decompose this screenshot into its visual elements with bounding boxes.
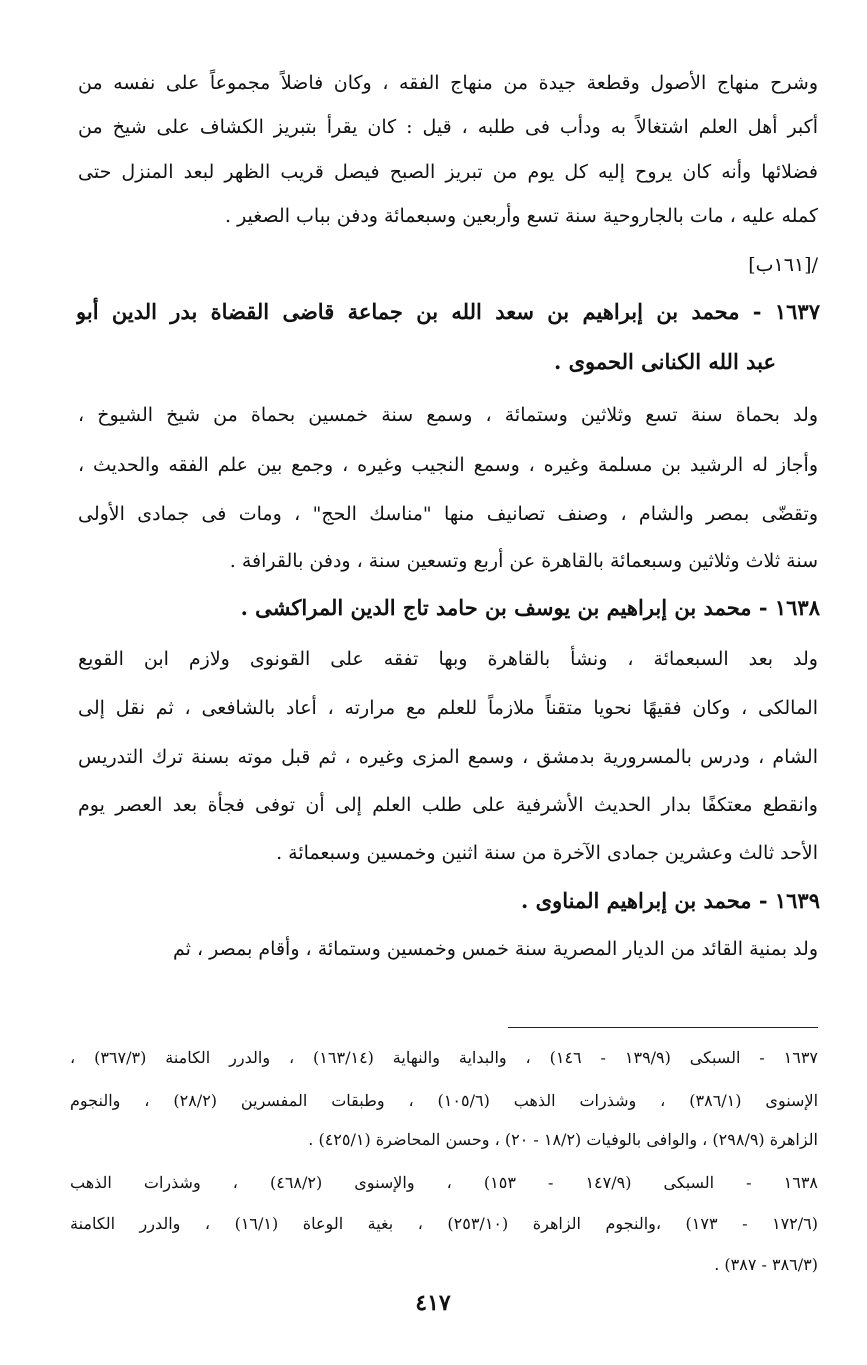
footnote-separator xyxy=(508,1027,818,1028)
entry-heading-1638: ١٦٣٨ - محمد بن إبراهيم بن يوسف بن حامد تاج الدين المراكشى . xyxy=(240,595,820,620)
text-line: سنة ثلاث وثلاثين وسبعمائة بالقاهرة عن أربع وتسعين سنة ، ودفن بالقرافة . xyxy=(229,550,818,572)
text-line: ولد بحماة سنة تسع وثلاثين وستمائة ، وسمع سنة خمسين بحماة من شيخ الشيوخ ، xyxy=(78,404,818,426)
footnote-line: ١٦٣٨ - السبكى (١٤٧/٩ - ١٥٣) ، والإسنوى (٤٦٨/٢) ، وشذرات الذهب xyxy=(70,1173,818,1192)
footnote-line: (٣٨٦/٣ - ٣٨٧) . xyxy=(714,1255,818,1274)
text-line: وشرح منهاج الأصول وقطعة جيدة من منهاج الفقه ، وكان فاضلاً مجموعاً على نفسه من xyxy=(78,72,818,94)
footnote-line: (١٧٢/٦ - ١٧٣) ،والنجوم الزاهرة (٢٥٣/١٠) ، بغية الوعاة (١٦/١) ، والدرر الكامنة xyxy=(70,1214,818,1233)
footnote-line: الإسنوى (٣٨٦/١) ، وشذرات الذهب (١٠٥/٦) ، وطبقات المفسرين (٢٨/٢) ، والنجوم xyxy=(70,1091,818,1110)
text-line: كمله عليه ، مات بالجاروحية سنة تسع وأربعين وسبعمائة ودفن بباب الصغير . xyxy=(224,205,818,227)
text-line: وتقضّى بمصر والشام ، وصنف تصانيف منها "مناسك الحج" ، ومات فى جمادى الأولى xyxy=(78,503,818,525)
footnote-line: الزاهرة (٢٩٨/٩) ، والوافى بالوفيات (١٨/٢ - ٢٠) ، وحسن المحاضرة (٤٢٥/١) . xyxy=(308,1130,818,1149)
text-line: ولد بعد السبعمائة ، ونشأ بالقاهرة وبها تفقه على القونوى ولازم ابن القويع xyxy=(78,648,818,670)
text-line: فضلائها وأنه كان يروح إليه كل يوم من تبريز الصبح فيصل قريب الظهر لبعد المنزل حتى xyxy=(78,161,818,183)
entry-heading-1639: ١٦٣٩ - محمد بن إبراهيم المناوى . xyxy=(521,888,820,913)
entry-heading-1637: ١٦٣٧ - محمد بن إبراهيم بن سعد الله بن جماعة قاضى القضاة بدر الدين أبو xyxy=(76,299,820,324)
entry-heading-1637-cont: عبد الله الكنانى الحموى . xyxy=(553,349,776,374)
text-line: أكبر أهل العلم اشتغالاً به ودأب فى طلبه ، قيل : كان يقرأ بتبريز الكشاف على شيخ من xyxy=(78,116,818,138)
text-line: وانقطع معتكفًا بدار الحديث الأشرفية على طلب العلم إلى أن توفى فجأة بعد العصر يوم xyxy=(78,794,818,816)
text-line: الشام ، ودرس بالمسرورية بدمشق ، وسمع المزى وغيره ، ثم قبل موته بسنة ترك التدريس xyxy=(78,746,818,768)
footnote-line: ١٦٣٧ - السبكى (١٣٩/٩ - ١٤٦) ، والبداية والنهاية (١٦٣/١٤) ، والدرر الكامنة (٣٦٧/٣) ، xyxy=(70,1048,818,1067)
manuscript-folio-marker: /[١٦١ب] xyxy=(748,254,818,276)
text-line: المالكى ، وكان فقيهًا نحويا متقناً ملازماً للعلم مع مرارته ، أعاد بالشافعى ، ثم نقل إلى xyxy=(78,697,818,719)
page-number: ٤١٧ xyxy=(415,1290,451,1316)
text-line: وأجاز له الرشيد بن مسلمة وغيره ، وسمع النجيب وغيره ، وجمع بين علم الفقه والحديث ، xyxy=(78,454,818,476)
text-line: الأحد ثالث وعشرين جمادى الآخرة من سنة اثنين وخمسين وسبعمائة . xyxy=(276,842,818,864)
text-line: ولد بمنية القائد من الديار المصرية سنة خمس وخمسين وستمائة ، وأقام بمصر ، ثم xyxy=(172,938,818,960)
